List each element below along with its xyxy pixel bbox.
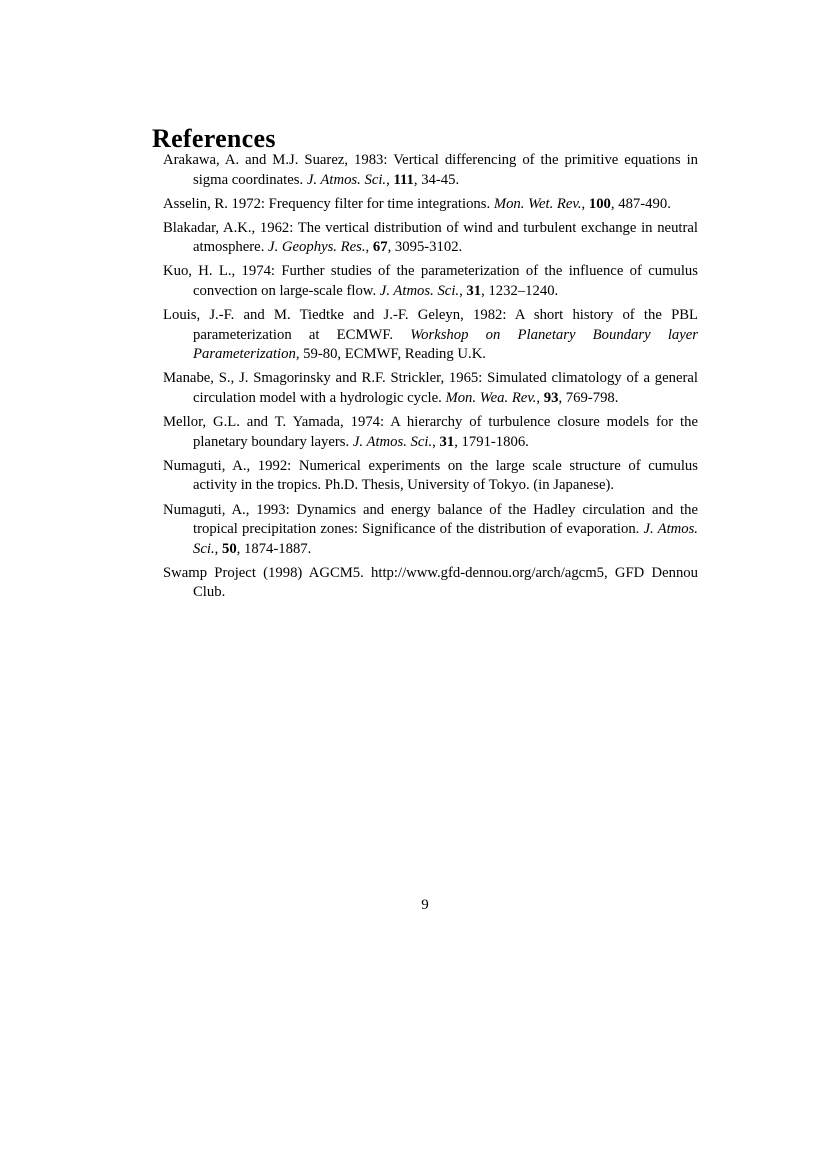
reference-text-segment: Numaguti, A., 1992: Numerical experiments on the large scale structure of cumulus activity in the tropics. Ph.D. Thesis, University of Tokyo. (in Japanese).: [163, 457, 698, 494]
reference-text-segment: Kuo, H. L., 1974: Further studies of the parameterization of the influence of cumulus convection on large-scale flow.: [163, 263, 698, 300]
reference-text-segment: , 3095-3102.: [387, 239, 463, 256]
reference-entry: [163, 564, 698, 603]
reference-text-segment: , 1232–1240.: [481, 283, 559, 300]
reference-text-segment: , 59-80, ECMWF, Reading U.K.: [295, 346, 486, 363]
reference-text-segment: ,: [536, 390, 544, 407]
reference-entry: [163, 501, 698, 560]
reference-text-segment: ,: [459, 283, 467, 300]
reference-text-segment: Blakadar, A.K., 1962: The vertical distribution of wind and turbulent exchange in neutral atmosphere.: [163, 219, 698, 256]
references-list: [163, 151, 698, 607]
reference-text-segment: ,: [581, 195, 589, 212]
reference-text-segment: ,: [386, 171, 394, 188]
reference-text-segment: Louis, J.-F. and M. Tiedtke and J.-F. Geleyn, 1982: A short history of the PBL parameterization at ECMWF.: [163, 307, 698, 343]
reference-text-segment: Swamp Project (1998) AGCM5. http://www.gfd-dennou.org/arch/agcm5, GFD Dennou Club.: [163, 564, 698, 601]
reference-text-segment: 67: [372, 239, 388, 256]
reference-text-segment: J. Atmos. Sci.: [306, 171, 387, 188]
reference-text-segment: 93: [543, 390, 559, 407]
reference-entry: [163, 195, 698, 215]
reference-text-segment: Mellor, G.L. and T. Yamada, 1974: A hierarchy of turbulence closure models for the planetary boundary layers.: [163, 414, 698, 450]
reference-text-segment: J. Atmos. Sci.: [379, 283, 460, 300]
reference-text-segment: , 1791-1806.: [454, 433, 529, 450]
references-heading: References: [152, 124, 276, 154]
reference-text-segment: ,: [365, 239, 373, 256]
reference-text-segment: 100: [588, 195, 611, 212]
reference-text-segment: J. Atmos. Sci.: [193, 521, 698, 557]
reference-text-segment: Numaguti, A., 1993: Dynamics and energy balance of the Hadley circulation and the tropical precipitation zones: Significance of the distribution of evaporation.: [163, 501, 698, 538]
reference-entry: [163, 457, 698, 496]
reference-text-segment: 111: [393, 171, 414, 188]
reference-text-segment: Asselin, R. 1972: Frequency filter for time integrations.: [163, 195, 494, 212]
page-number: 9: [421, 897, 429, 913]
reference-text-segment: J. Geophys. Res.: [268, 239, 366, 256]
reference-text-segment: , 769-798.: [558, 390, 619, 407]
reference-text-segment: Mon. Wea. Rev.: [445, 390, 537, 407]
reference-text-segment: , 487-490.: [610, 195, 671, 212]
reference-text-segment: 50: [221, 540, 237, 557]
reference-text-segment: Workshop on Planetary Boundary layer Parameterization: [193, 326, 698, 363]
reference-entry: [163, 413, 698, 452]
reference-entry: [163, 219, 698, 258]
reference-text-segment: 31: [466, 283, 482, 300]
reference-text-segment: ,: [432, 433, 440, 450]
reference-text-segment: ,: [214, 540, 222, 557]
reference-entry: [163, 306, 698, 365]
reference-text-segment: Arakawa, A. and M.J. Suarez, 1983: Vertical differencing of the primitive equations in sigma coordinates.: [163, 152, 698, 188]
reference-entry: [163, 262, 698, 301]
reference-text-segment: 31: [439, 433, 455, 450]
reference-text-segment: Mon. Wet. Rev.: [493, 195, 582, 212]
reference-entry: [163, 369, 698, 408]
reference-text-segment: J. Atmos. Sci.: [352, 433, 433, 450]
reference-text-segment: Manabe, S., J. Smagorinsky and R.F. Strickler, 1965: Simulated climatology of a general circulation model with a hydrologic cycle.: [163, 370, 698, 407]
reference-text-segment: , 1874-1887.: [236, 540, 312, 557]
reference-text-segment: , 34-45.: [413, 171, 460, 188]
reference-entry: [163, 151, 698, 190]
